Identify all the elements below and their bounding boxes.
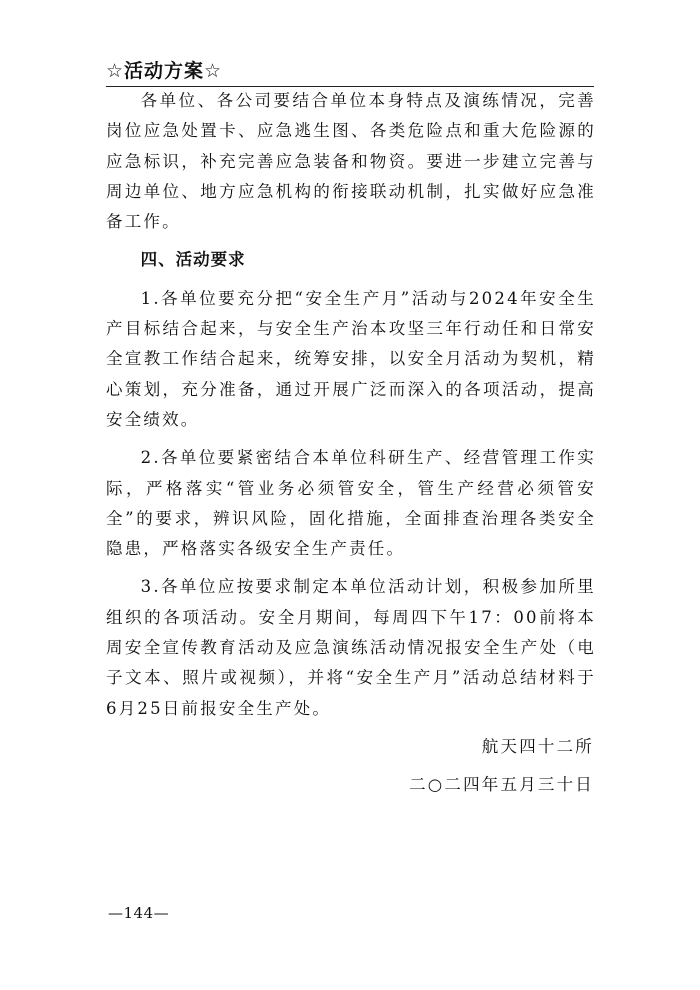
page-number: —144— <box>108 904 170 922</box>
requirement-1: 1.各单位要充分把“安全生产月”活动与2024年安全生产目标结合起来，与安全生产治本攻坚三年行动任和日常安全宣教工作结合起来，统筹安排，以安全月活动为契机，精心策划，充分准备，通过开展广泛而深入的各项活动，提高安全绩效。 <box>106 288 596 429</box>
signature-org: 航天四十二所 <box>481 736 594 756</box>
requirement-2: 2.各单位要紧密结合本单位科研生产、经营管理工作实际，严格落实“管业务必须管安全，管生产经营必须管安全”的要求，辨识风险，固化措施，全面排查治理各类安全隐患，严格落实各级安全生产责任。 <box>106 448 596 559</box>
document-body <box>106 86 596 801</box>
section-heading-requirements: 四、活动要求 <box>140 250 246 270</box>
requirement-3: 3.各单位应按要求制定本单位活动计划，积极参加所里组织的各项活动。安全月期间，每周四下午17：00前将本周安全宣传教育活动及应急演练活动情况报安全生产处（电子文本、照片或视频），并将“安全生产月”活动总结材料于6月25日前报安全生产处。 <box>106 577 596 718</box>
document-header <box>106 56 594 87</box>
signature-date: 二○二四年五月三十日 <box>409 775 594 795</box>
header-title: ☆活动方案☆ <box>106 60 223 82</box>
paragraph-intro: 各单位、各公司要结合单位本身特点及演练情况，完善岗位应急处置卡、应急逃生图、各类危险点和重大危险源的应急标识，补充完善应急装备和物资。要进一步建立完善与周边单位、地方应急机构的衔接联动机制，扎实做好应急准备工作。 <box>106 91 596 232</box>
